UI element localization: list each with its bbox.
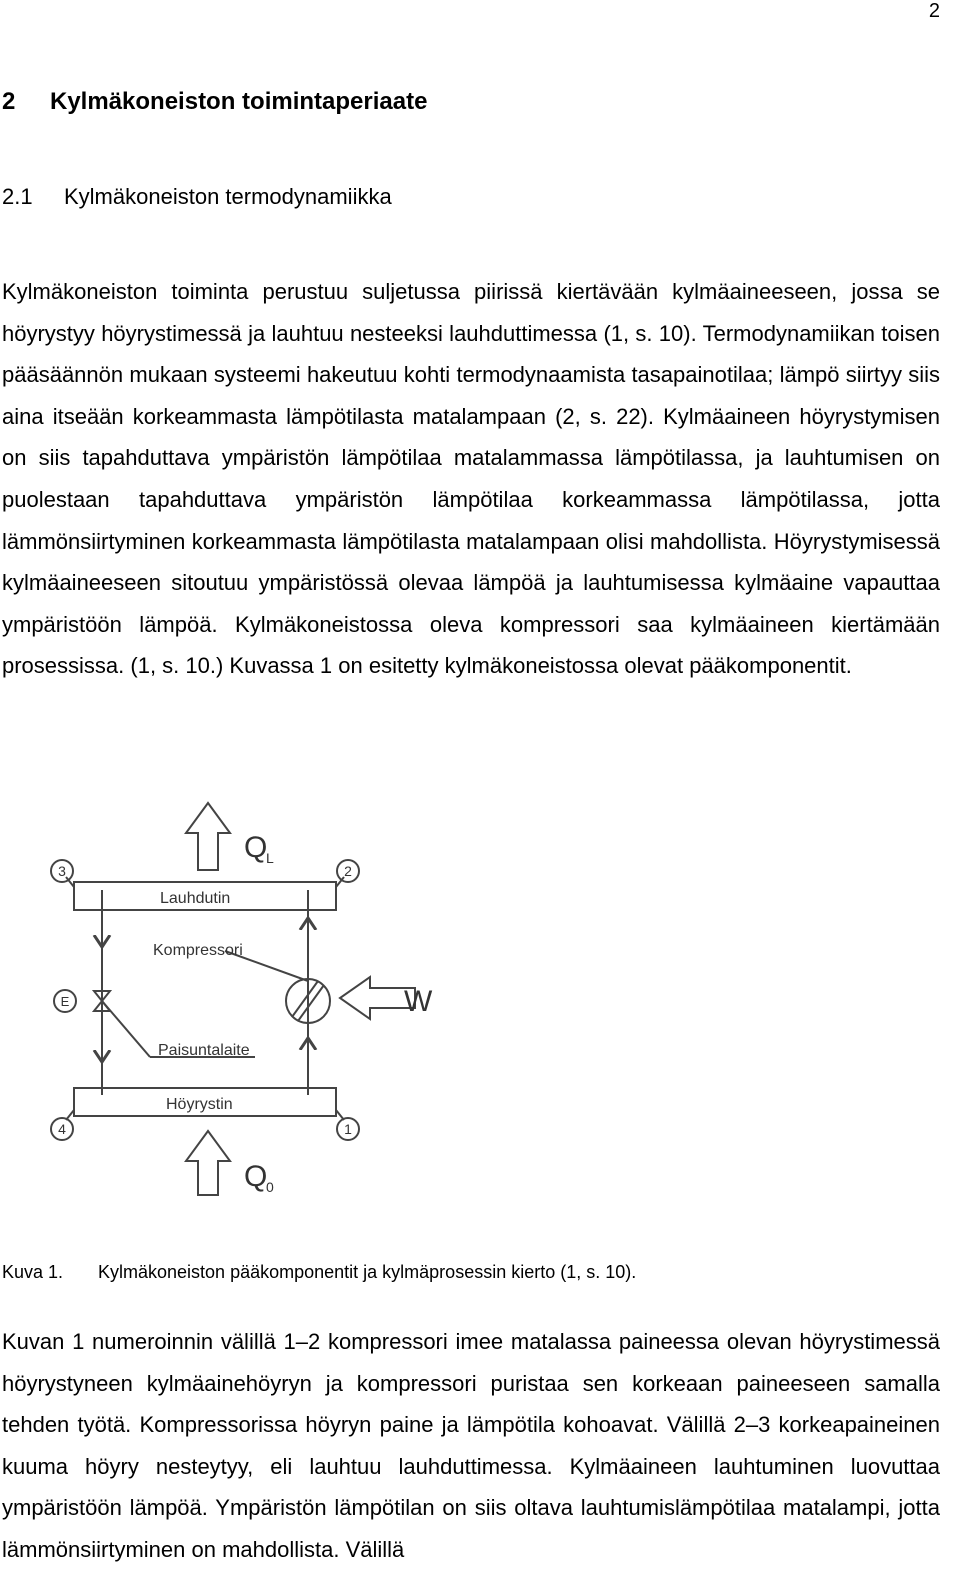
q0-subscript: 0: [266, 1179, 274, 1195]
point-3-label: 3: [58, 863, 66, 879]
chapter-title: Kylmäkoneiston toimintaperiaate: [50, 88, 428, 115]
section-number: 2.1: [2, 184, 33, 209]
figure-caption: [2, 1262, 636, 1283]
caption-text: Kylmäkoneiston pääkomponentit ja kylmäprosessin kierto (1, s. 10).: [98, 1262, 637, 1282]
expansion-valve-label: Paisuntalaite: [158, 1042, 250, 1059]
evaporator-label: Höyrystin: [166, 1096, 233, 1113]
point-1-label: 1: [344, 1121, 352, 1137]
q0-symbol: Q: [244, 1160, 268, 1193]
section-title: Kylmäkoneiston termodynamiikka: [64, 184, 392, 209]
heat-out-arrow: [186, 803, 230, 870]
compressor-label: Kompressori: [153, 942, 243, 959]
chapter-heading: [2, 88, 427, 116]
caption-label: Kuva 1.: [2, 1262, 64, 1282]
valve-letter: E: [60, 994, 70, 1009]
condenser-label: Lauhdutin: [160, 890, 231, 907]
ql-subscript: L: [266, 850, 274, 866]
body-paragraph-2: Kuvan 1 numeroinnin välillä 1–2 kompressori imee matalassa paineessa olevan höyrystimessä höyrystyneen kylmäainehöyryn ja kompressori puristaa sen korkeaan paineeseen samalla tehden työtä. Kompressorissa höyryn paine ja lämpötila kohoavat. Välillä 2–3 korkeapaineinen kuuma höyry nesteytyy, eli lauhtuu lauhduttimessa. Kylmäaineen lauhtuminen luovuttaa ympäristöön lämpöä. Ympäristön lämpötilan on siis oltava lauhtumislämpötilaa matalampi, jotta lämmönsiirtyminen on mahdollista. Välillä: [2, 1329, 940, 1562]
point-4-label: 4: [58, 1121, 66, 1137]
chapter-number: 2: [2, 88, 16, 115]
point-2-label: 2: [344, 863, 352, 879]
w-symbol: W: [404, 985, 433, 1018]
body-paragraph-1: Kylmäkoneiston toiminta perustuu suljetussa piirissä kiertävään kylmäaineeseen, jossa se höyrystyy höyrystimessä ja lauhtuu nesteeksi lauhduttimessa (1, s. 10). Termodynamiikan toisen pääsäännön mukaan systeemi hakeutuu kohti termodynaamista tasapainotilaa; lämpö siirtyy siis aina itseään korkeammasta lämpötilasta matalampaan (2, s. 22). Kylmäaineen höyrystymisen on siis tapahduttava ympäristön lämpötilaa matalammassa lämpötilassa, ja lauhtumisen on puolestaan tapahduttava ympäristön lämpötilaa korkeammassa lämpötilassa, jotta lämmönsiirtyminen korkeammasta lämpötilasta matalampaan olisi mahdollista. Höyrystymisessä kylmäaineeseen sitoutuu ympäristössä olevaa lämpöä ja lauhtumisessa kylmäaine vapauttaa ympäristöön lämpöä. Kylmäkoneistossa oleva kompressori saa kylmäaineen kiertämään prosessissa. (1, s. 10.) Kuvassa 1 on esitetty kylmäkoneistossa olevat pääkomponentit.: [2, 279, 940, 679]
ql-symbol: Q: [244, 831, 268, 864]
heat-in-arrow: [186, 1131, 230, 1195]
page-number: 2: [928, 0, 940, 22]
refrigeration-cycle-diagram: [40, 795, 460, 1215]
section-heading: [2, 184, 392, 210]
